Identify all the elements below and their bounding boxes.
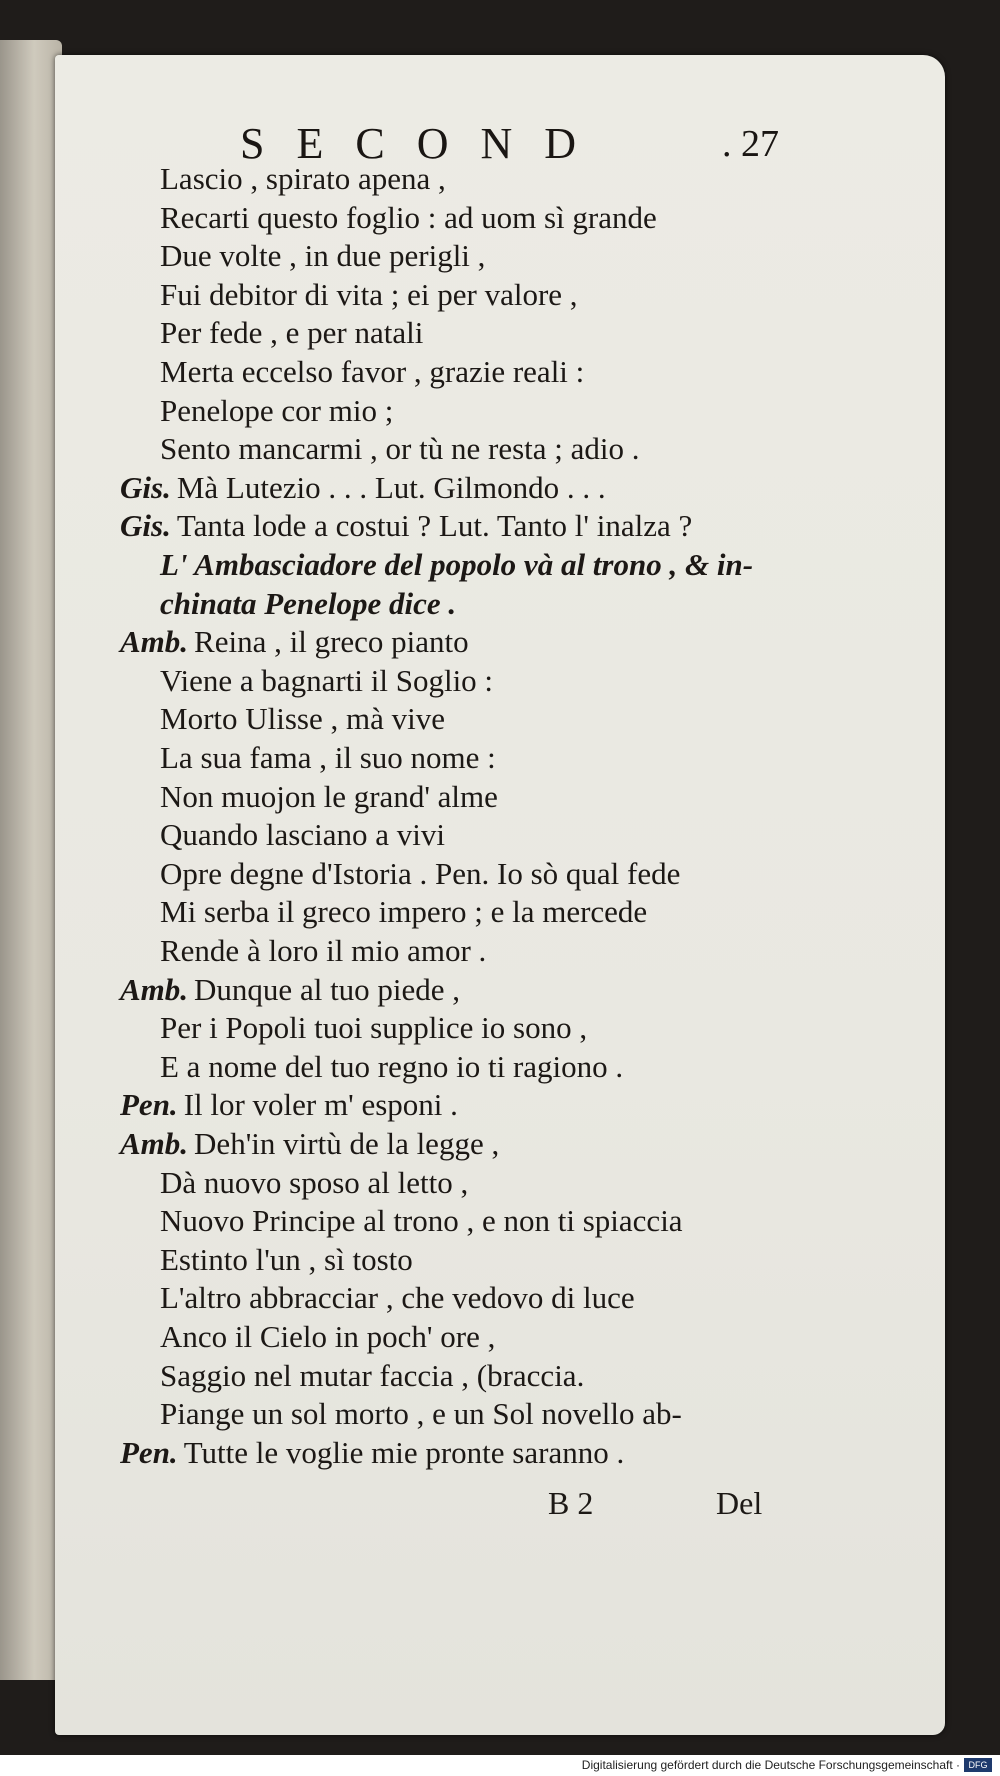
text-line [120, 1125, 499, 1163]
text-line [160, 353, 584, 391]
line-text: La sua fama , il suo nome : [160, 740, 496, 775]
line-text: Quando lasciano a vivi [160, 817, 445, 853]
text-line [120, 507, 692, 545]
text-line [160, 700, 445, 738]
line-text: Rende à loro il mio amor . [160, 933, 487, 968]
text-line [160, 1279, 635, 1317]
text-line [160, 1241, 413, 1279]
line-text: Anco il Cielo in poch' ore , [160, 1319, 496, 1354]
text-line [120, 623, 469, 661]
line-text: Penelope cor mio ; [160, 392, 394, 428]
line-text: E a nome del tuo regno io ti ragiono . [160, 1048, 624, 1084]
text-line [160, 585, 456, 623]
line-text: Sento mancarmi , or tù ne resta ; adio . [160, 431, 640, 467]
line-text: Lascio , spirato apena , [160, 161, 446, 196]
running-head: SECOND [240, 119, 609, 168]
page-number: . 27 [722, 123, 779, 165]
line-text: Piange un sol morto , e un Sol novello ab- [160, 1396, 682, 1432]
text-line [160, 739, 496, 777]
previous-page-edge [0, 40, 62, 1680]
signature-mark: B 2 [548, 1485, 594, 1521]
text-line [160, 893, 647, 931]
line-text: Per fede , e per natali [160, 315, 424, 351]
text-line [160, 662, 493, 700]
text-line [160, 546, 753, 584]
speaker-label: Amb. [120, 971, 189, 1007]
line-text: Morto Ulisse , mà vive [160, 701, 445, 737]
line-text: Deh'in virtù de la legge , [194, 1126, 500, 1161]
text-line [160, 1164, 468, 1202]
line-text: L'altro abbracciar , che vedovo di luce [160, 1280, 635, 1316]
line-text: L' Ambasciadore del popolo và al trono , & in- [160, 547, 754, 582]
text-line [160, 778, 498, 816]
line-text: chinata Penelope dice . [160, 585, 457, 621]
line-text: Reina , il greco pianto [194, 624, 469, 660]
text-line [160, 816, 445, 854]
line-text: Mi serba il greco impero ; e la mercede [160, 894, 648, 930]
text-line [120, 971, 460, 1009]
text-line [160, 430, 640, 468]
text-line [160, 1202, 683, 1240]
line-text: Tutte le voglie mie pronte saranno . [183, 1434, 625, 1470]
speaker-label: Pen. [120, 1434, 178, 1470]
line-text: Dà nuovo sposo al letto , [160, 1164, 469, 1200]
text-line [160, 1009, 587, 1047]
text-line [160, 1048, 623, 1086]
line-text: Mà Lutezio . . . Lut. Gilmondo . . . [176, 469, 606, 505]
text-line [160, 314, 423, 352]
text-line [160, 1395, 682, 1433]
speaker-label: Pen. [120, 1087, 178, 1123]
text-line [160, 855, 680, 893]
line-text: Recarti questo foglio : ad uom sì grande [160, 199, 657, 235]
speaker-label: Amb. [120, 1126, 189, 1161]
text-line [120, 1434, 624, 1472]
line-text: Merta eccelso favor , grazie reali : [160, 354, 585, 389]
speaker-label: Amb. [120, 624, 189, 660]
text-line [160, 1357, 584, 1395]
dfg-logo: DFG [964, 1758, 992, 1772]
line-text: Il lor voler m' esponi . [183, 1087, 458, 1123]
text-line [160, 160, 446, 198]
text-line [120, 1086, 458, 1124]
line-text: Non muojon le grand' alme [160, 778, 498, 814]
line-text: Per i Popoli tuoi supplice io sono , [160, 1010, 588, 1046]
text-line [120, 469, 606, 507]
line-text: Due volte , in due perigli , [160, 238, 486, 274]
catchword: Del [716, 1485, 763, 1521]
speaker-label: Gis. [120, 508, 171, 544]
text-line [160, 237, 485, 275]
speaker-label: Gis. [120, 469, 171, 505]
text-line [160, 1318, 495, 1356]
line-text: Tanta lode a costui ? Lut. Tanto l' inalza ? [176, 508, 693, 544]
line-text: Fui debitor di vita ; ei per valore , [160, 276, 578, 312]
line-text: Viene a bagnarti il Soglio : [160, 662, 494, 698]
text-line [160, 392, 393, 430]
text-line [160, 199, 657, 237]
text-line [160, 932, 486, 970]
text-line [160, 276, 578, 314]
line-text: Dunque al tuo piede , [194, 971, 461, 1007]
footer-credit: Digitalisierung gefördert durch die Deutsche Forschungsgemeinschaft · [581, 1758, 960, 1772]
line-text: Opre degne d'Istoria . Pen. Io sò qual fede [160, 855, 681, 891]
line-text: Nuovo Principe al trono , e non ti spiaccia [160, 1203, 683, 1239]
line-text: Saggio nel mutar faccia , (braccia. [160, 1357, 585, 1393]
line-text: Estinto l'un , sì tosto [160, 1241, 413, 1277]
